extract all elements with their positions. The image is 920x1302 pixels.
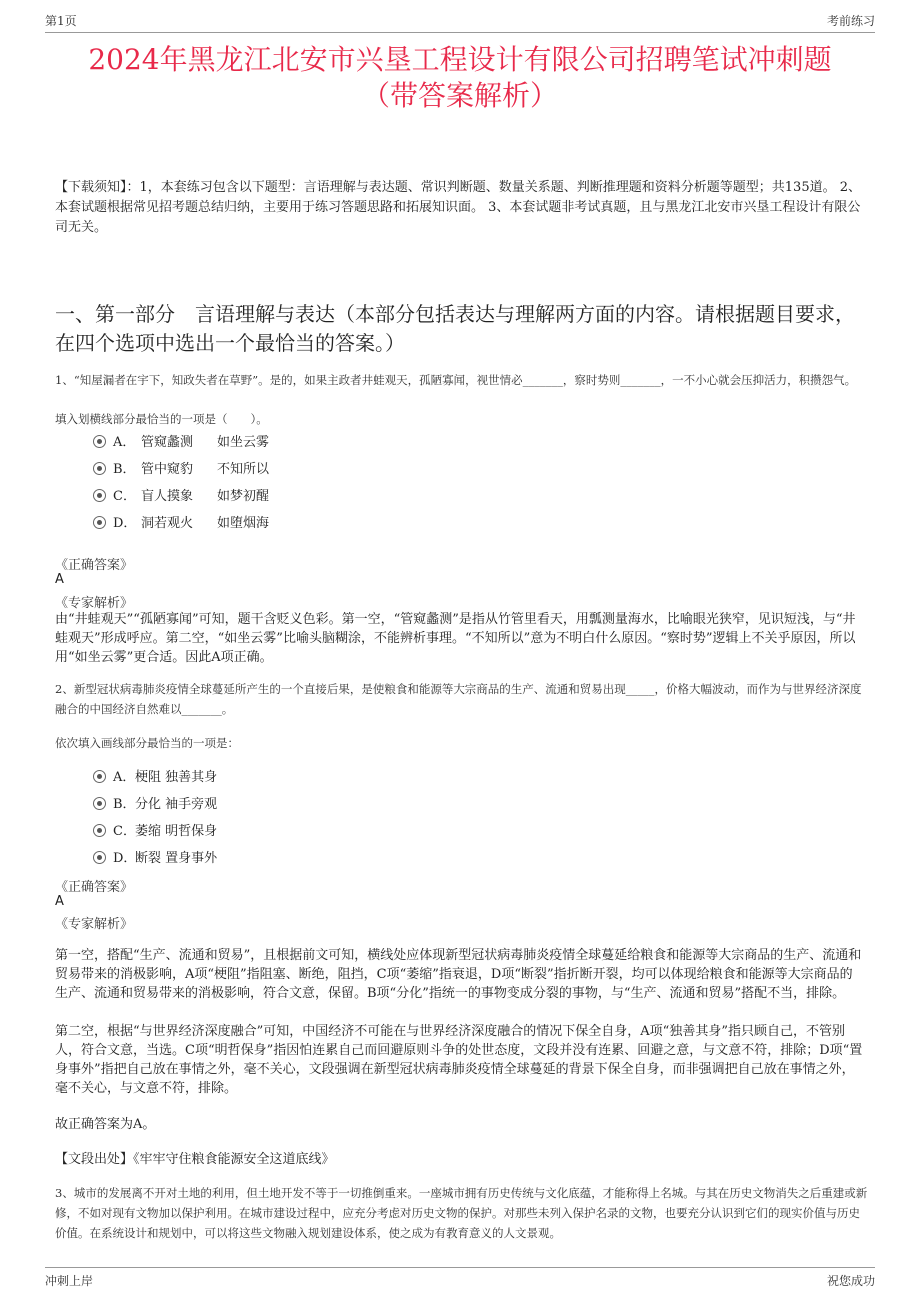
q2-answer-label: 《正确答案》 bbox=[55, 880, 134, 895]
radio-icon[interactable] bbox=[93, 435, 106, 448]
page-number: 第1页 bbox=[45, 14, 77, 28]
question-3-stem: 3、城市的发展离不开对土地的利用，但土地开发不等于一切推倒重来。一座城市拥有历史传统与文化底蕴，才能称得上名城。与其在历史文物消失之后重建或新修，不如对现有文物加以保护利用。在城市建设过程中，应充分考虑对历史文物的保护。对那些未列入保护名录的文物，也要充分认识到它们的现实价值与历史价值。在系统设计和规划中，可以将这些文物融入规划建设体系，使之成为有教育意义的人文景观。 bbox=[55, 1186, 868, 1240]
radio-icon[interactable] bbox=[93, 824, 106, 837]
q1-analysis: 由“井蛙观天”“孤陋寡闻”可知，题干含贬义色彩。第一空，“管窥蠡测”是指从竹管里看天，用瓢测量海水，比喻眼光狭窄，见识短浅，与“井蛙观天”形成呼应。第二空，“如坐云雾”比喻头脑糊涂，不能辨析事理。“不知所以”意为不明白什么原因。“察时势”逻辑上不关乎原因，所以用“如坐云雾”更合适。因此A项正确。 bbox=[55, 612, 856, 665]
header-label: 考前练习 bbox=[826, 14, 875, 28]
radio-icon[interactable] bbox=[93, 770, 106, 783]
title-line-1: 2024年黑龙江北安市兴垦工程设计有限公司招聘笔试冲刺题 bbox=[88, 43, 832, 76]
document-title bbox=[40, 42, 880, 114]
section-heading: 一、第一部分 言语理解与表达（本部分包括表达与理解两方面的内容。请根据题目要求，在四个选项中选出一个最恰当的答案。） bbox=[55, 302, 855, 355]
q1-option-c[interactable]: C． 盲人摸象 如梦初醒 bbox=[93, 485, 269, 504]
radio-icon[interactable] bbox=[93, 489, 106, 502]
q2-answer: A bbox=[55, 894, 64, 909]
q2-analysis-label: 《专家解析》 bbox=[55, 917, 134, 932]
q1-analysis-label: 《专家解析》 bbox=[55, 596, 134, 611]
page-header bbox=[45, 10, 875, 33]
q2-analysis-para-1: 第一空，搭配“生产、流通和贸易”，且根据前文可知，横线处应体现新型冠状病毒肺炎疫情全球蔓延给粮食和能源等大宗商品的生产、流通和贸易带来的消极影响，A项“梗阻”指阻塞、断绝，阻挡，C项“萎缩”指衰退，D项“断裂”指折断开裂，均可以体现给粮食和能源等大宗商品的生产、流通和贸易带来的消极影响，符合文意，保留。B项“分化”指统一的事物变成分裂的事物，与“生产、流通和贸易”搭配不当，排除。 bbox=[55, 948, 862, 1001]
radio-icon[interactable] bbox=[93, 851, 106, 864]
q2-option-a[interactable]: A．梗阻 独善其身 bbox=[93, 766, 217, 785]
footer-left: 冲刺上岸 bbox=[45, 1274, 94, 1288]
question-1-stem: 1、“知屋漏者在宇下，知政失者在草野”。是的，如果主政者井蛙观天，孤陋寡闻，视世情必_______，察时势则_______，一不小心就会压抑活力，积攒怨气。 bbox=[55, 373, 857, 387]
question-2-prompt: 依次填入画线部分最恰当的一项是： bbox=[55, 736, 239, 750]
q1-answer-label: 《正确答案》 bbox=[55, 558, 134, 573]
radio-icon[interactable] bbox=[93, 797, 106, 810]
q2-option-c[interactable]: C．萎缩 明哲保身 bbox=[93, 820, 217, 839]
q2-option-b[interactable]: B．分化 袖手旁观 bbox=[93, 793, 217, 812]
q1-option-a[interactable]: A． 管窥蠡测 如坐云雾 bbox=[93, 431, 269, 450]
q2-conclusion: 故正确答案为A。 bbox=[55, 1117, 156, 1132]
download-notice: 【下载须知】：1，本套练习包含以下题型：言语理解与表达题、常识判断题、数量关系题、判断推理题和资料分析题等题型；共135道。 2、本套试题根据常见招考题总结归纳，主要用于练习答题思路和拓展知识面。 3、本套试题非考试真题，且与黑龙江北安市兴垦工程设计有限公司无关。 bbox=[55, 180, 861, 235]
question-1-prompt: 填入划横线部分最恰当的一项是（ ）。 bbox=[55, 412, 268, 426]
q1-option-d[interactable]: D． 洞若观火 如堕烟海 bbox=[93, 512, 269, 531]
q2-analysis-para-2: 第二空，根据“与世界经济深度融合”可知，中国经济不可能在与世界经济深度融合的情况下保全自身，A项“独善其身”指只顾自己，不管别人，符合文意，当选。C项“明哲保身”指因怕连累自己而回避原则斗争的处世态度，文段并没有连累、回避之意，与文意不符，排除；D项“置身事外”指把自己放在事情之外，毫不关心，文段强调在新型冠状病毒肺炎疫情全球蔓延的背景下保全自身，而非强调把自己放在事情之外，毫不关心，与文意不符，排除。 bbox=[55, 1024, 863, 1096]
question-2-stem: 2、新型冠状病毒肺炎疫情全球蔓延所产生的一个直接后果，是使粮食和能源等大宗商品的生产、流通和贸易出现_____，价格大幅波动，而作为与世界经济深度融合的中国经济自然难以_______。 bbox=[55, 682, 862, 716]
q2-option-d[interactable]: D．断裂 置身事外 bbox=[93, 847, 217, 866]
q2-source: 【文段出处】《牢牢守住粮食能源安全这道底线》 bbox=[55, 1152, 335, 1167]
title-line-2: （带答案解析） bbox=[361, 79, 558, 112]
radio-icon[interactable] bbox=[93, 462, 106, 475]
radio-icon[interactable] bbox=[93, 516, 106, 529]
footer-right: 祝您成功 bbox=[826, 1274, 875, 1288]
q1-answer: A bbox=[55, 572, 64, 587]
q1-option-b[interactable]: B． 管中窥豹 不知所以 bbox=[93, 458, 269, 477]
page-footer bbox=[45, 1267, 875, 1288]
